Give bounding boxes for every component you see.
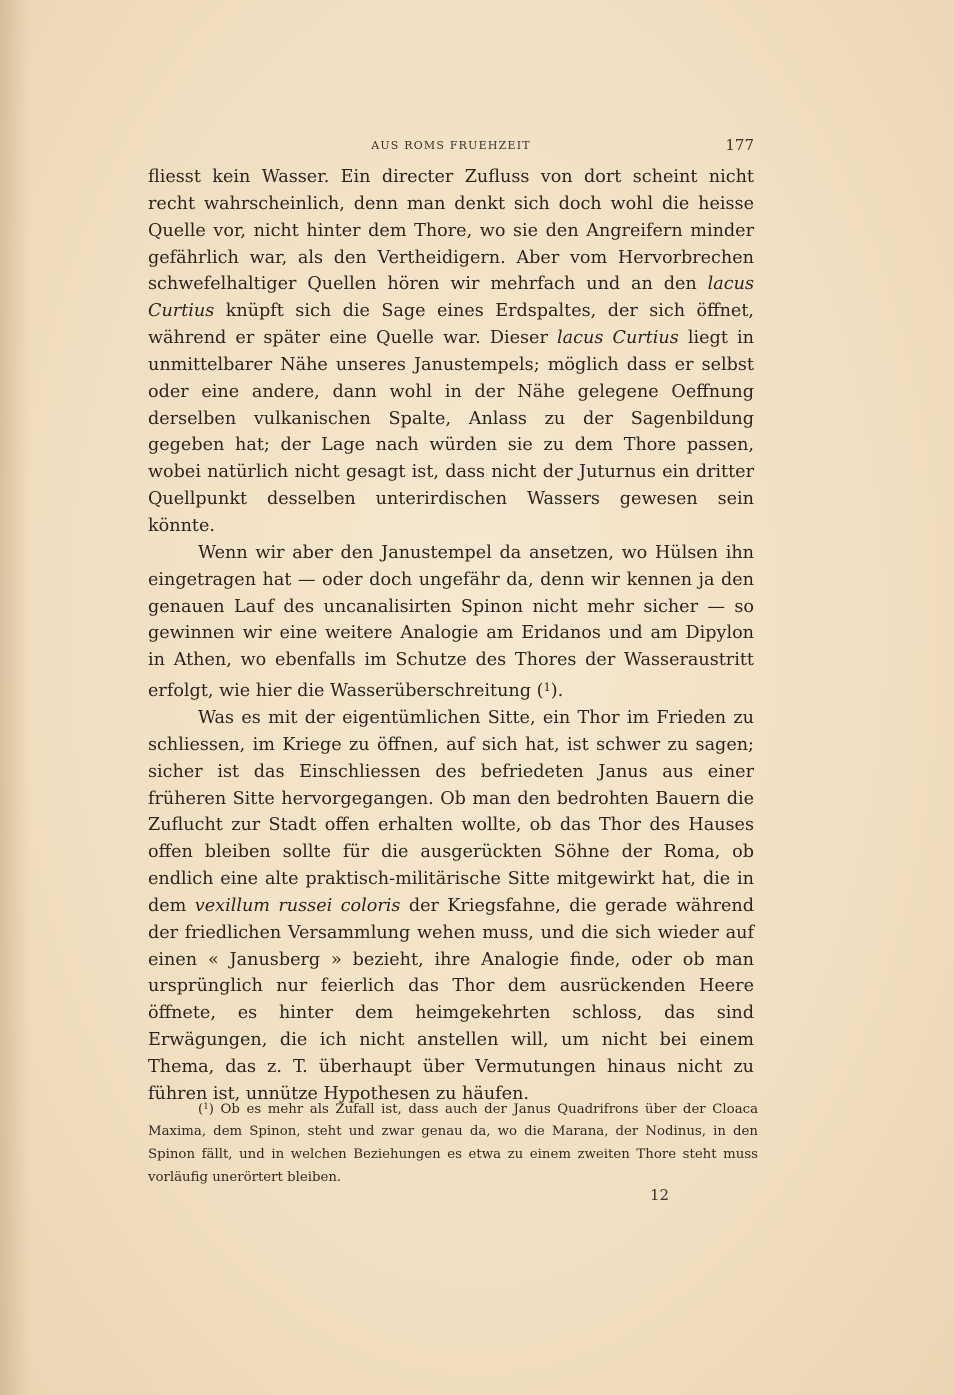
text-run: liegt in unmittelbarer Nähe unseres Janustempels; möglich dass er selbst oder eine andere, dann wohl in der Nähe gelegene Oeffnung derselben vulkanischen Spalte, Anlass zu der Sagenbildung gegeben hat; der Lage nach würden sie zu dem Thore passen, wobei natürlich nicht gesagt ist, dass nicht der Juturnus ein dritter Quellpunkt desselben unterirdischen Wassers gewesen sein könnte. bbox=[148, 328, 754, 536]
text-run: Was es mit der eigentümlichen Sitte, ein Thor im Frieden zu schliessen, im Kriege zu öffnen, auf sich hat, ist schwer zu sagen; sicher ist das Einschliessen des befriedeten Janus aus einer früheren Sitte hervorgegangen. Ob man den bedrohten Bauern die Zuflucht zur Stadt offen erhalten wollte, ob das Thor des Hauses offen bleiben sollte für die ausgerückten Söhne der Roma, ob endlich eine alte praktisch-militärische Sitte mitgewirkt hat, die in dem bbox=[148, 708, 754, 916]
text-run: fliesst kein Wasser. Ein directer Zufluss von dort scheint nicht recht wahrscheinlich, denn man denkt sich doch wohl die heisse Quelle vor, nicht hinter dem Thore, wo sie den Angreifern minder gefährlich war, als den Vertheidigern. Aber vom Hervorbrechen schwefelhaltiger Quellen hören wir mehrfach und an den bbox=[148, 167, 754, 295]
gutter-shadow bbox=[0, 0, 30, 1395]
body-text bbox=[148, 164, 754, 1108]
paragraph bbox=[148, 540, 754, 705]
text-run: Wenn wir aber den Janustempel da ansetzen, wo Hülsen ihn eingetragen hat — oder doch ungefähr da, denn wir kennen ja den genauen Lauf des uncanalisirten Spinon nicht mehr sicher — so gewinnen wir eine weitere Analogie am Eridanos und am Dipylon in Athen, wo ebenfalls im Schutze des Thores der Wasseraustritt erfolgt, wie hier die Wasserüberschreitung ( bbox=[148, 542, 754, 702]
text-run: ( bbox=[198, 1101, 204, 1117]
text-run: der Kriegsfahne, die gerade während der friedlichen Versammlung wehen muss, und die sich wieder auf einen « Janusberg » bezieht, ihre Analogie finde, oder ob man ursprünglich nur feierlich das Thor dem ausrückenden Heere öffnete, es hinter dem heimgekehrten schloss, das sind Erwägungen, die ich nicht anstellen will, um nicht bei einem Thema, das z. T. überhaupt über Vermutungen hinaus nicht zu führen ist, unnütze Hypothesen zu häufen. bbox=[148, 895, 754, 1104]
text-run: ). bbox=[550, 681, 564, 702]
paragraph bbox=[148, 164, 754, 540]
signature-mark: 12 bbox=[650, 1186, 670, 1204]
italic-text: lacus Curtius bbox=[557, 328, 679, 349]
footnote-marker: 1 bbox=[203, 1102, 209, 1112]
footnotes bbox=[148, 1096, 758, 1189]
page-number: 177 bbox=[725, 136, 754, 154]
text-run: ) Ob es mehr als Zufall ist, dass auch der Janus Quadrifrons über der Cloaca Maxima, dem Spinon, steht und zwar genau da, wo die Marana, der Nodinus, in den Spinon fällt, und in welchen Beziehungen es etwa zu einem zweiten Thore steht muss vorläufig unerörtert bleiben. bbox=[148, 1101, 758, 1185]
paragraph bbox=[148, 705, 754, 1108]
running-head bbox=[148, 136, 754, 156]
footnote-marker: 1 bbox=[543, 680, 551, 695]
footnote bbox=[148, 1096, 758, 1189]
text-run: knüpft sich die Sage eines Erdspaltes, der sich öffnet, während er später eine Quelle war. Dieser bbox=[148, 301, 754, 349]
running-title: AUS ROMS FRUEHZEIT bbox=[371, 139, 531, 152]
italic-text: lacus Curtius bbox=[148, 274, 754, 322]
italic-text: vexillum russei coloris bbox=[194, 895, 401, 916]
